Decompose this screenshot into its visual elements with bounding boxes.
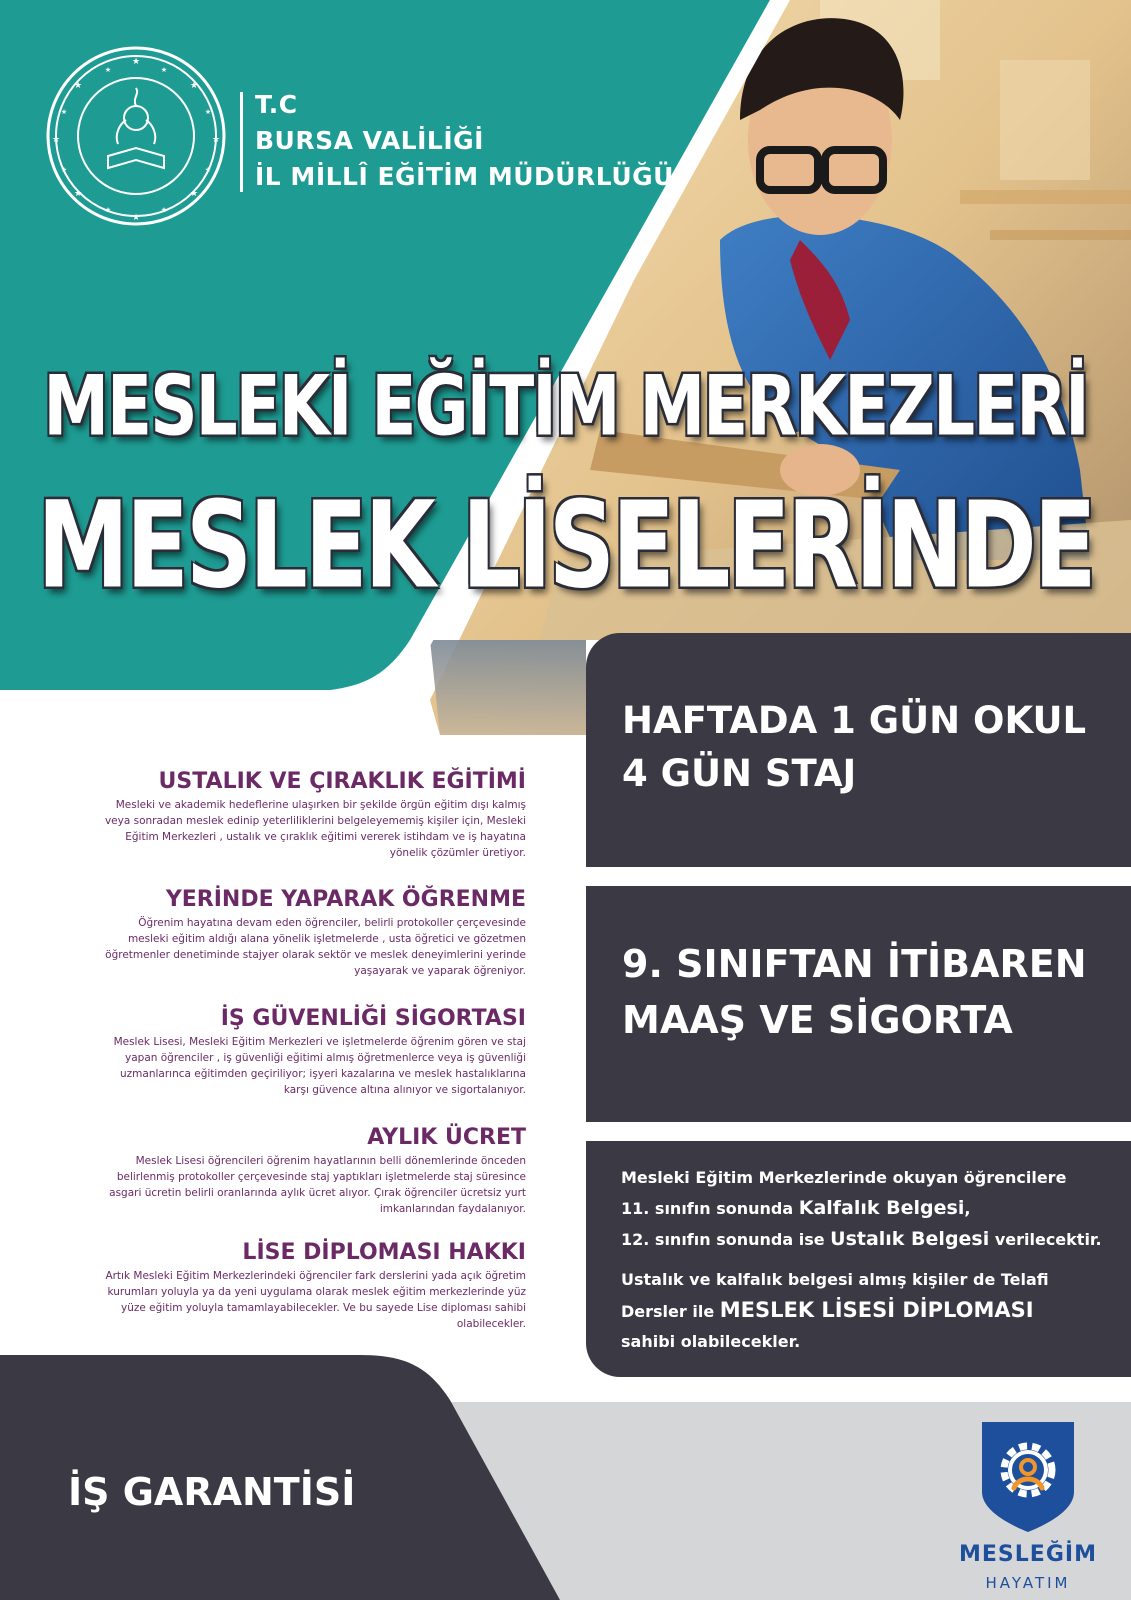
svg-text:★: ★ [160,66,168,74]
section-title: AYLIK ÜCRET [367,1125,526,1150]
meslegim-hayatim-logo [978,1418,1078,1534]
svg-text:★: ★ [104,66,112,74]
svg-text:★: ★ [211,135,221,145]
section-apprenticeship [100,768,526,861]
schedule-line-2: 4 GÜN STAJ [622,752,857,795]
svg-text:★: ★ [60,108,68,116]
section-safety-insurance [100,1005,526,1098]
section-body: Mesleki ve akademik hedeflerine ulaşırken bir şekilde örgün eğitim dışı kalmış veya sonradan meslek edinip yeterliliklerini belgeleyememiş kişiler için, Mesleki Eğitim Merkezleri , ustalık ve çıraklık eğitimi vererek istihdam ve iş hayatına yönelik çözümler üretiyor. [104,799,526,859]
header-divider [240,92,243,192]
salary-line-2: MAAŞ VE SİGORTA [622,998,1013,1042]
certificates-intro: Mesleki Eğitim Merkezlerinde okuyan öğrencilere [621,1168,1067,1187]
svg-text:★: ★ [131,57,141,67]
section-learning-by-doing [100,886,526,979]
ministry-seal-logo [44,44,228,228]
svg-text:★: ★ [60,166,68,174]
section-diploma-right [100,1239,526,1332]
certificates-line-6: sahibi olabilecekler. [621,1332,801,1351]
master-certificate: Ustalık Belgesi [830,1228,990,1250]
svg-text:★: ★ [131,213,141,223]
job-guarantee-text: İŞ GARANTİSİ [68,1470,356,1514]
certificates-line-master: 12. sınıfın sonunda ise Ustalık Belgesi verilecektir. [621,1228,1102,1250]
certificates-line-diploma: Dersler ile MESLEK LİSESİ DİPLOMASI [621,1298,1034,1322]
info-box-salary [586,886,1131,1122]
svg-text:★: ★ [204,108,212,116]
section-body: Öğrenim hayatına devam eden öğrenciler, belirli protokoller çerçevesinde mesleki eğitim aldığı alana yönelik işletmelerde , usta öğretici ve gözetmen öğretmenler denetiminde stajyer olarak sektör ve meslek deneyimlerini yerinde yaşayarak ve yaparak öğreniyor. [105,917,526,977]
section-title: İŞ GÜVENLİĞİ SİGORTASI [220,1006,526,1031]
org-line-tc: T.C [255,90,298,119]
svg-text:★: ★ [189,189,199,199]
org-line-governorship: BURSA VALİLİĞİ [255,126,484,155]
section-title: USTALIK VE ÇIRAKLIK EĞİTİMİ [158,769,526,794]
headline-line-2: MESLEK LİSELERİNDE [37,476,1094,616]
certificates-line-4: Ustalık ve kalfalık belgesi almış kişiler de Telafi [621,1270,1049,1289]
section-title: LİSE DİPLOMASI HAKKI [242,1240,526,1265]
section-body: Meslek Lisesi öğrencileri öğrenim hayatlarının belli dönemlerinde önceden belirlenmiş protokoller çerçevesinde staj yaptıkları işletmelerde staj süresince asgari ücretin belirli oranlarında aylık ücret alıyor. Çırak öğrenciler ücretsiz yurt imkanlarından faydalanıyor. [109,1155,526,1215]
info-box-schedule [586,633,1131,867]
section-body: Artık Mesleki Eğitim Merkezlerindeki öğrenciler fark derslerini yada açık öğretim kurumları yoluyla ya da yeni uygulama olarak meslek eğitim merkezlerinde yüz yüze eğitim yoluyla tamamlayabilecekler. Ve bu sayede Lise diploması sahibi olabilecekler. [105,1270,526,1330]
section-title: YERİNDE YAPARAK ÖĞRENME [165,887,526,912]
section-monthly-wage [100,1124,526,1217]
certificates-line-journeyman: 11. sınıfın sonunda Kalfalık Belgesi, [621,1197,971,1219]
info-box-certificates [586,1141,1131,1377]
svg-text:★: ★ [73,189,83,199]
svg-text:★: ★ [104,206,112,214]
diploma-emphasis: MESLEK LİSESİ DİPLOMASI [719,1298,1034,1322]
org-line-directorate: İL MİLLÎ EĞİTİM MÜDÜRLÜĞÜ [255,162,674,191]
certificates-text [621,1163,1121,1357]
schedule-line-1: HAFTADA 1 GÜN OKUL [622,699,1087,742]
logo-subtitle: HAYATIM [985,1574,1071,1592]
svg-text:★: ★ [189,81,199,91]
headline-line-1: MESLEKİ EĞİTİM MERKEZLERİ [43,358,1088,455]
logo-name: MESLEĞİM [959,1542,1097,1567]
svg-text:★: ★ [204,166,212,174]
journeyman-certificate: Kalfalık Belgesi [798,1197,965,1219]
salary-line-1: 9. SINIFTAN İTİBAREN [622,942,1087,986]
svg-text:★: ★ [160,206,168,214]
section-body: Meslek Lisesi, Mesleki Eğitim Merkezleri ve işletmelerde öğrenim gören ve staj yapan öğrenciler , iş güvenliği eğitimi almış öğretmenlerce veya iş güvenliği uzmanlarınca eğitimden geçiriliyor; işyeri kazalarına ve meslek hastalıklarına karşı güvence altına alınıyor ve sigortalanıyor. [113,1036,526,1096]
svg-text:★: ★ [73,81,83,91]
svg-text:★: ★ [51,135,61,145]
